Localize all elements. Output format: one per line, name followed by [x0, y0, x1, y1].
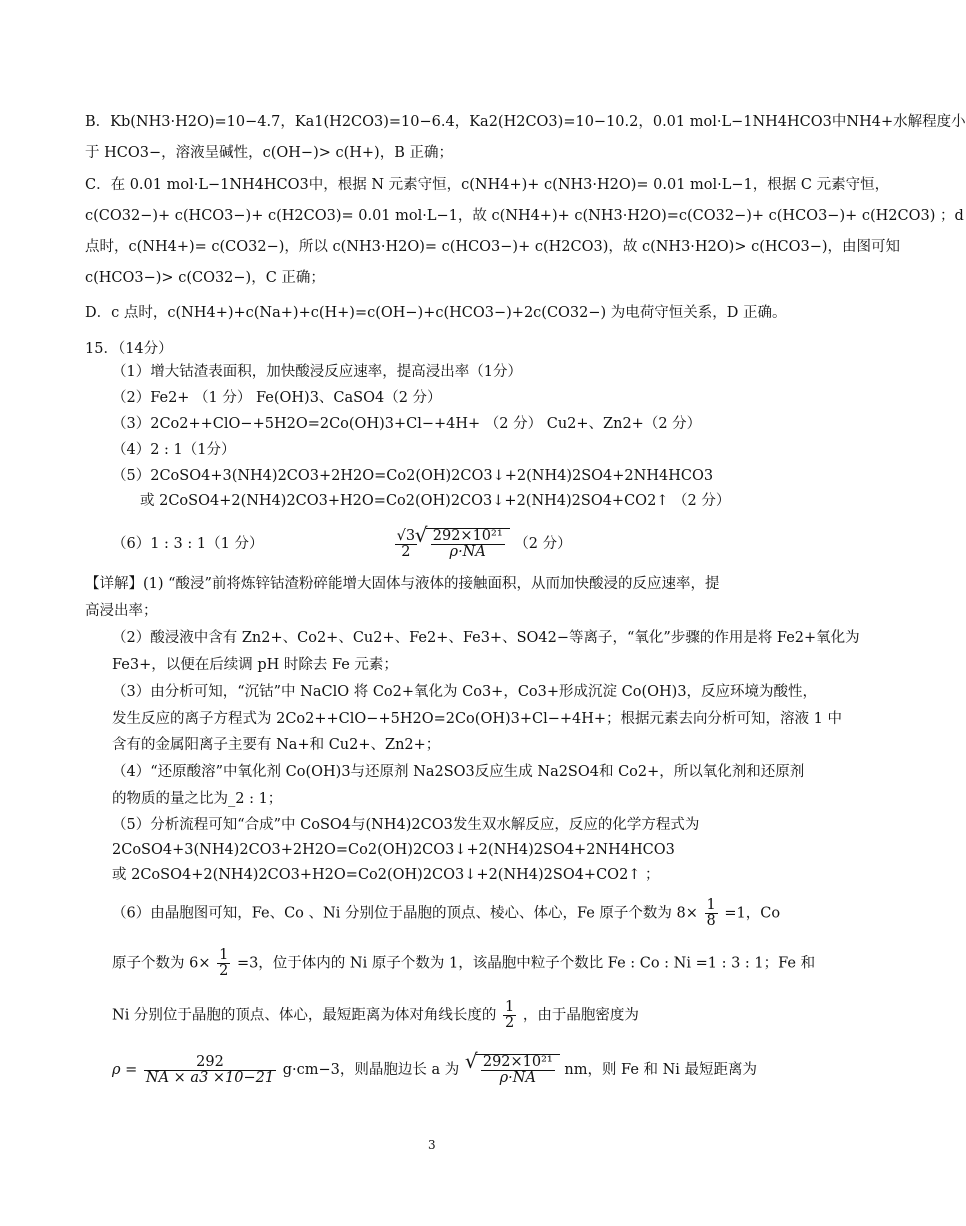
- fraction: $\frac{292}{NA \times a3 \times 10-21}$: [145, 1053, 275, 1086]
- answer-line: （2）Fe2+ （1 分） Fe(OH)3、CaSO4（2 分）: [112, 390, 442, 406]
- detail-line-6a: （6）由晶胞图可知，Fe、Co 、Ni 分别位于晶胞的顶点、棱心、体心，Fe 原子个数为 8× $\frac{1}{8}$ =1，Co: [112, 897, 781, 929]
- cube-root: √ $\frac{\text{292×10²¹}}{\rho\cdot NA}$: [476, 1054, 560, 1086]
- text-line: 于 HCO3−，溶液呈碱性，c(OH−)> c(H+)，B 正确；: [85, 145, 453, 161]
- detail-line: （5）分析流程可知“合成”中 CoSO4与(NH4)2CO3发生双水解反应，反应的化学方程式为: [112, 817, 700, 833]
- cube-root: √ $\frac{\text{292×10²¹}}{\rho\cdot NA}$: [426, 528, 510, 560]
- answer-line: （4）2 : 1（1分）: [112, 442, 236, 458]
- detail-line-6c: Ni 分别位于晶胞的顶点、体心，最短距离为体对角线长度的 $\frac{1}{2}$ ，由于晶胞密度为: [112, 999, 639, 1031]
- answer-line: （1）增大钴渣表面积，加快酸浸反应速率，提高浸出率（1分）: [112, 364, 522, 380]
- page-number: 3: [428, 1138, 436, 1152]
- answer-line-6: [112, 528, 572, 560]
- text-line: 点时，c(NH4+)= c(CO32−)，所以 c(NH3·H2O)= c(HCO3−)+ c(H2CO3)，故 c(NH3·H2O)> c(HCO3−)，由图可知: [85, 239, 901, 255]
- answer-6-prefix: （6）1 : 3 : 1（1 分）: [112, 536, 264, 552]
- detail-line: 2CoSO4+3(NH4)2CO3+2H2O=Co2(OH)2CO3↓+2(NH4)2SO4+2NH4HCO3: [112, 842, 675, 858]
- detail-line: 或 2CoSO4+2(NH4)2CO3+H2O=Co2(OH)2CO3↓+2(NH4)2SO4+CO2↑ ；: [112, 867, 660, 883]
- detail-line: Fe3+，以便在后续调 pH 时除去 Fe 元素；: [112, 657, 398, 673]
- answer-line: （5）2CoSO4+3(NH4)2CO3+2H2O=Co2(OH)2CO3↓+2(NH4)2SO4+2NH4HCO3: [112, 468, 714, 484]
- detail-line-6b: 原子个数为 6× $\frac{1}{2}$ =3，位于体内的 Ni 原子个数为 1，该晶胞中粒子个数比 Fe : Co : Ni =1 : 3 : 1；Fe 和: [112, 947, 816, 979]
- text-line: D．c 点时，c(NH4+)+c(Na+)+c(H+)=c(OH−)+c(HCO3−)+2c(CO32−) 为电荷守恒关系，D 正确。: [85, 305, 787, 321]
- detail-line: 高浸出率；: [85, 603, 158, 619]
- fraction: $\frac{1}{2}$: [219, 947, 229, 979]
- answer-line: （3）2Co2++ClO−+5H2O=2Co(OH)3+Cl−+4H+ （2 分） Cu2+、Zn2+（2 分）: [112, 416, 702, 432]
- answer-line: 或 2CoSO4+2(NH4)2CO3+H2O=Co2(OH)2CO3↓+2(NH4)2SO4+CO2↑ （2 分）: [140, 493, 731, 509]
- detail-line: （4）“还原酸溶”中氧化剂 Co(OH)3与还原剂 Na2SO3反应生成 Na2SO4和 Co2+，所以氧化剂和还原剂: [112, 764, 805, 780]
- detail-line: 的物质的量之比为_2 : 1；: [112, 791, 283, 807]
- text-line: C．在 0.01 mol·L−1NH4HCO3中，根据 N 元素守恒，c(NH4+)+ c(NH3·H2O)= 0.01 mol·L−1，根据 C 元素守恒，: [85, 177, 890, 193]
- answer-6-suffix: （2 分）: [514, 536, 572, 552]
- question-number: 15．（14分）: [85, 341, 173, 357]
- text-line: c(CO32−)+ c(HCO3−)+ c(H2CO3)= 0.01 mol·L−1，故 c(NH4+)+ c(NH3·H2O)=c(CO32−)+ c(HCO3−)+ c(H2CO3) ；d: [85, 208, 964, 224]
- fraction: $\frac{1}{8}$: [706, 897, 716, 929]
- fraction: $\frac{1}{2}$: [505, 999, 515, 1031]
- text-line: c(HCO3−)> c(CO32−)，C 正确；: [85, 270, 325, 286]
- fraction: $\frac{√3}{2}$: [396, 527, 416, 560]
- detail-line: （3）由分析可知，“沉钴”中 NaClO 将 Co2+氧化为 Co3+，Co3+形成沉淀 Co(OH)3，反应环境为酸性，: [112, 684, 818, 700]
- detail-line: 【详解】(1) “酸浸”前将炼锌钴渣粉碎能增大固体与液体的接触面积，从而加快酸浸的反应速率，提: [85, 576, 720, 592]
- text-line: B．Kb(NH3·H2O)=10−4.7，Ka1(H2CO3)=10−6.4，Ka2(H2CO3)=10−10.2，0.01 mol·L−1NH4HCO3中NH4+水解程度小: [85, 114, 966, 130]
- detail-line: 含有的金属阳离子主要有 Na+和 Cu2+、Zn2+；: [112, 737, 441, 753]
- detail-line: （2）酸浸液中含有 Zn2+、Co2+、Cu2+、Fe2+、Fe3+、SO42−等离子，“氧化”步骤的作用是将 Fe2+氧化为: [112, 630, 860, 646]
- detail-line: 发生反应的离子方程式为 2Co2++ClO−+5H2O=2Co(OH)3+Cl−+4H+；根据元素去向分析可知，溶液 1 中: [112, 711, 842, 727]
- detail-line-6d: ρ = $\frac{292}{NA \times a3 \times 10-21}$ g·cm−3，则晶胞边长 a 为 √ $\frac{\text{292×10²¹}}{\rho\cdot NA}$ nm，则 Fe 和 Ni 最短距离为: [112, 1054, 757, 1086]
